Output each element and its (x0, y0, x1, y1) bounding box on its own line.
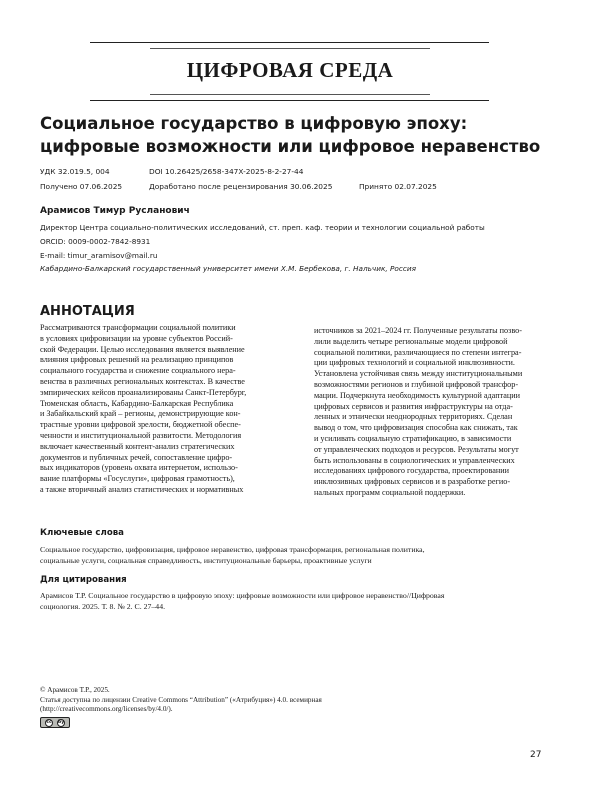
abstract-line: ленных и этнически неоднородных территориях. Сделан (314, 412, 513, 422)
article-title-line-2: цифровые возможности или цифровое неравенство (40, 137, 541, 156)
abstract-line: нальных программ социальной поддержки. (314, 487, 466, 497)
abstract-line: Установлена устойчивая связь между институциональными (314, 369, 523, 379)
page-number: 27 (530, 750, 542, 760)
abstract-line: а также вторичный анализ статистических и нормативных (40, 484, 244, 494)
abstract-line: вание платформы «Госуслуги», цифровая грамотность), (40, 474, 235, 484)
abstract-line: влияния цифровых решений на реализацию принципов (40, 355, 234, 365)
license-line-2: (http://creativecommons.org/licenses/by/4.0/). (40, 705, 173, 713)
abstract-line: эмпирических кейсов проанализированы Санкт-Петербург, (40, 387, 247, 397)
keywords-line-2: социальные услуги, социальная справедливость, институциональные барьеры, проактивные услуги (40, 555, 372, 565)
bottom-rule (90, 100, 489, 101)
bottom-rule-thin (150, 94, 430, 95)
accepted-date: Принято 02.07.2025 (359, 182, 437, 191)
received-date: Получено 07.06.2025 (40, 182, 123, 191)
abstract-line: вывод о том, что цифровизация способна как снижать, так (314, 423, 518, 433)
abstract-line: мации. Подчеркнута необходимость культурной адаптации (314, 390, 521, 400)
abstract-line: Тюменская область, Кабардино-Балкарская Республика (40, 398, 234, 408)
author-university: Кабардино-Балкарский государственный университет имени Х.М. Бербекова, г. Нальчик, Россия (40, 264, 417, 273)
article-title-line-1: Социальное государство в цифровую эпоху: (40, 114, 468, 133)
abstract-line: ской Федерации. Целью исследования является выявление (40, 344, 245, 354)
journal-section-title: ЦИФРОВАЯ СРЕДА (186, 58, 394, 82)
abstract-line: документов и публичных речей, сопоставление цифро- (40, 452, 233, 462)
license-line-1: Статья доступна по лицензии Creative Commons “Attribution” («Атрибуция») 4.0. всемирная (40, 696, 322, 704)
abstract-line: цифровых сервисов и развития инфраструктуры на отда- (314, 401, 513, 411)
cc-icon: cc (46, 719, 52, 725)
citation-line-2: социология. 2025. Т. 8. № 2. С. 27–44. (40, 601, 166, 611)
abstract-heading: АННОТАЦИЯ (40, 304, 135, 319)
abstract-line: источников за 2021–2024 гг. Полученные результаты позво- (314, 326, 522, 335)
abstract-line: исследованиях цифрового государства, проектировании (314, 466, 510, 476)
abstract-line: инклюзивных цифровых сервисов и в разработке регио- (314, 477, 511, 487)
top-rule-thin (150, 48, 430, 49)
abstract-line: Рассматриваются трансформации социальной политики (40, 323, 236, 332)
cc-by-badge-icon (40, 717, 70, 728)
abstract-line: ченности и институциональной развитости. Методология (40, 430, 242, 440)
abstract-line: венства в различных региональных контекстах. В качестве (40, 376, 245, 386)
abstract-line: и Забайкальский край – регионы, демонстрирующие кон- (40, 409, 241, 419)
keywords-line-1: Социальное государство, цифровизация, цифровое неравенство, цифровая трансформация, региональная политика, (40, 545, 425, 554)
abstract-line: трастные уровни цифровой зрелости, бюджетной обеспе- (40, 420, 241, 430)
citation-line-1: Арамисов Т.Р. Социальное государство в цифровую эпоху: цифровые возможности или цифровое неравенство//Цифровая (40, 591, 445, 600)
abstract-line: быть использованы в социологических и управленческих (314, 455, 515, 465)
top-rule (90, 42, 489, 43)
author-email: E-mail: timur_aramisov@mail.ru (40, 251, 158, 260)
keywords-text (40, 545, 560, 567)
abstract-line: ции цифровых технологий и социальной инклюзивности. (314, 358, 515, 368)
copyright: © Арамисов Т.Р., 2025. (40, 686, 110, 694)
abstract-line: вых индикаторов (уровень охвата интернетом, использо- (40, 463, 238, 473)
abstract-line: и усиливать социальную стратификацию, в зависимости (314, 433, 512, 443)
abstract-line: социального государства и снижение социального нера- (40, 366, 236, 376)
by-icon: by (58, 719, 65, 725)
citation-heading: Для цитирования (40, 575, 127, 585)
citation-text (40, 591, 560, 613)
doi: DOI 10.26425/2658-347X-2025-8-2-27-44 (149, 167, 304, 176)
abstract-line: возможностями регионов и глубиной цифровой трансфор- (314, 379, 519, 389)
author-position: Директор Центра социально-политических исследований, ст. преп. каф. теории и технологии социальной работы (40, 223, 485, 232)
author-name: Арамисов Тимур Русланович (40, 206, 190, 216)
abstract-line: социальной политики, различающиеся по степени интегра- (314, 347, 522, 357)
abstract-line: в условиях цифровизации на уровне субъектов Россий- (40, 333, 233, 343)
article-title (40, 112, 560, 158)
abstract-line: от управленческих подходов и ресурсов. Результаты могут (314, 444, 519, 454)
keywords-heading: Ключевые слова (40, 528, 124, 538)
abstract-line: включает качественный контент-анализ стратегических (40, 441, 235, 451)
abstract-left-column (40, 323, 287, 496)
abstract-line: лили выделить четыре региональные модели цифровой (314, 336, 508, 346)
revised-date: Доработано после рецензирования 30.06.2025 (149, 182, 333, 191)
udc-code: УДК 32.019.5, 004 (40, 167, 110, 176)
author-orcid: ORCID: 0009-0002-7842-8931 (40, 237, 151, 246)
abstract-right-column (314, 326, 560, 499)
